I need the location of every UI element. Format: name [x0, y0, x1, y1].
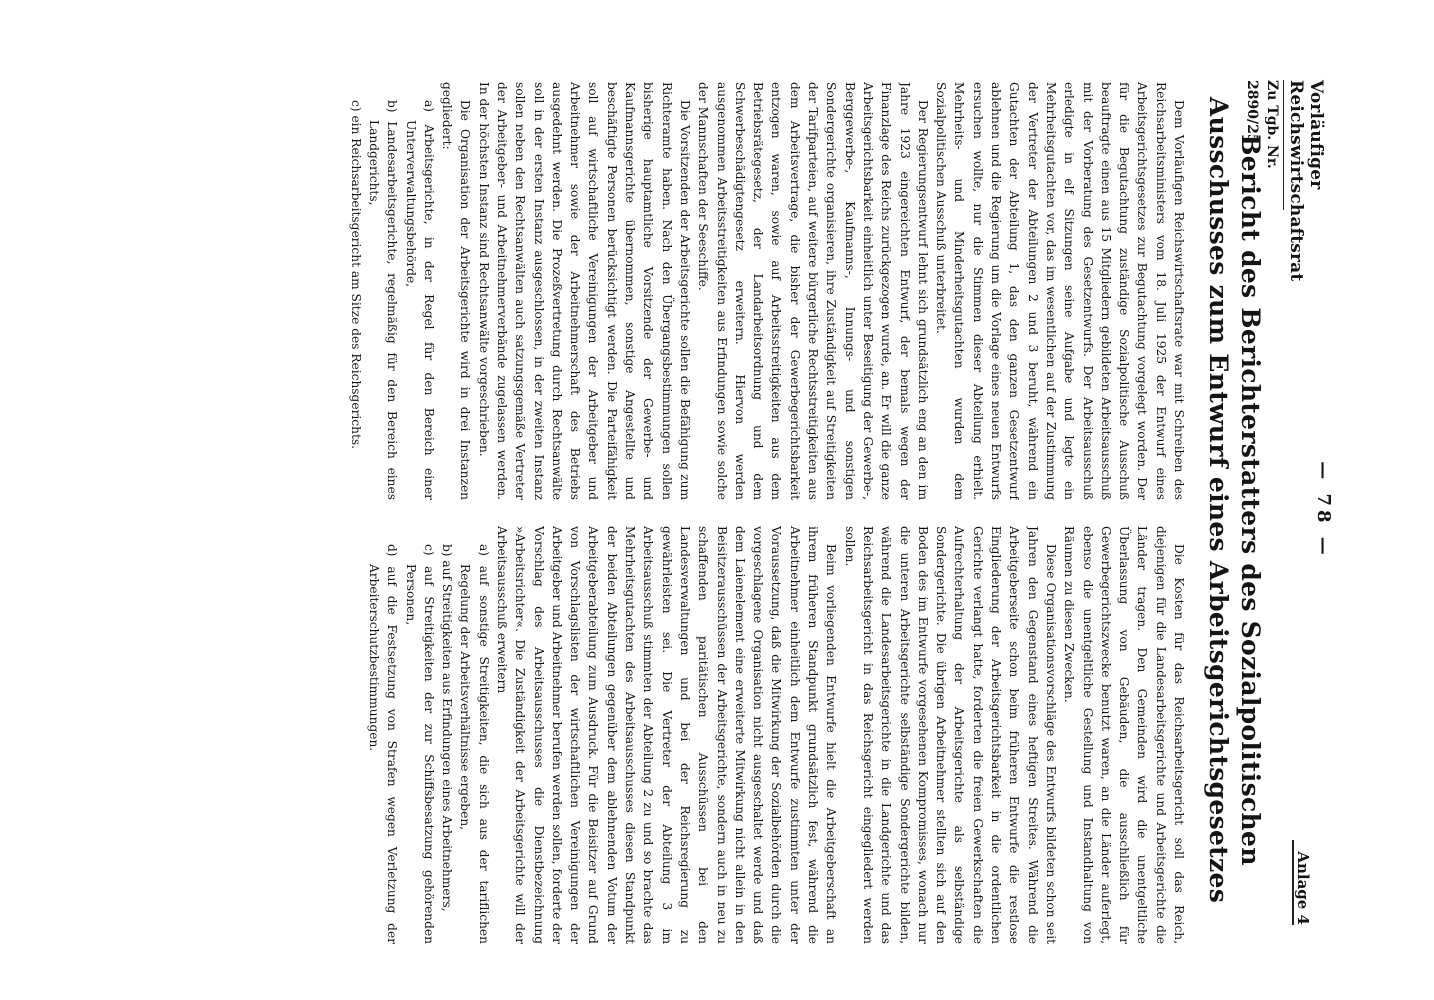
text-column-right	[148, 526, 1188, 944]
list-item: d) auf die Festsetzung von Strafen wegen Verletzung der Arbeiterschutzbestimmungen.	[366, 544, 400, 944]
list-item: b) Landesarbeitsgerichte, regelmäßig für den Bereich eines Landgerichts,	[366, 100, 400, 500]
paragraph: Diese Organisationsvorschläge des Entwurfs bildeten schon seit Jahren den Gegenstand eines heftigen Streites. Während die Arbeitgeberseite schon beim früheren Entwurfe die restlose Eingliederung der Arbeitsgerichtsbarkeit in die ordentlichen Gerichte verlangt hatte, forderten die freien Gewerkschaften die Aufrechterhaltung der Arbeitsgerichte als selbständige Sondergerichte. Die übrigen Arbeitnehmer stellten sich auf den Boden des im Entwurfe vorgesehenen Kompromisses, wonach nur die unteren Arbeitsgerichte selbständige Sondergerichte bilden, während die Landesarbeitsgerichte in die Landgerichte und das Reichsarbeitsgericht in das Reichsgericht eingegliedert werden sollen.	[842, 526, 1058, 944]
instance-list	[346, 82, 437, 500]
text-column-left	[148, 82, 1188, 500]
list-item: b) auf Streitigkeiten aus Erfindungen eines Arbeitnehmers,	[440, 544, 455, 912]
list-item: a) Arbeitsgerichte, in der Regel für den Bereich einer Unterverwaltungsbehörde,	[403, 100, 436, 500]
list-item: c) auf Streitigkeiten der zur Schiffsbesatzung gehörenden Personen,	[403, 544, 436, 944]
document-title: Bericht des Berichterstatters des Sozialpolitischen Ausschusses zum Entwurf eines Arbeitsgerichtsgesetzes	[1204, 96, 1265, 904]
paragraph: Die Organisation der Arbeitsgerichte wird in drei Instanzen gegliedert:	[440, 82, 473, 500]
page-number: — 78 —	[1313, 461, 1334, 559]
list-item: a) auf sonstige Streitigkeiten, die sich aus der tariflichen Regelung der Arbeitsverhältnisse ergeben,	[458, 544, 491, 944]
reference-number: Zu Tgb. Nr. 2890/25	[1242, 80, 1284, 210]
paragraph: Der Regierungsentwurf lehnt sich grundsätzlich eng an den im Jahre 1923 eingereichten Entwurf, der bemals wegen der Finanzlage des Reichs zurückgezogen wurde, an. Er will die ganze Arbeitsgerichtsbarkeit einheitlich unter Beseitigung der Gewerbe-, Berggewerbe-, Kaufmanns-, Innungs- und sonstigen Sondergerichte organisieren, ihre Zuständigkeit auf Streitigkeiten der Tarifparteien, auf weitere bürgerliche Rechtsstreitigkeiten aus dem Arbeitsvertrage, die bisher der Gewerbegerichtsbarkeit entzogen waren, sowie auf Arbeitsstreitigkeiten aus dem Betriebsrätegesetz, der Landarbeitsordnung und dem Schwerbeschädigtengesetz erweitern. Hiervon werden ausgenommen Arbeitsstreitigkeiten aus Erfindungen sowie solche der Mannschaften der Seeschiffe.	[696, 82, 930, 500]
paragraph: Dem Vorläufigen Reichswirtschaftsrate war mit Schreiben des Reichsarbeitsministers vom 18. Juli 1925 der Entwurf eines Arbeitsgerichtsgesetzes zur Begutachtung vorgelegt worden. Der für die Begutachtung zuständige Sozialpolitische Ausschuß beauftragte einen aus 15 Mitgliedern gebildeten Arbeitsausschuß mit der Vorberatung des Gesetzentwurfs. Der Arbeitsausschuß erledigte in elf Sitzungen seine Aufgabe und legte ein Mehrheitsgutachten vor, das im wesentlichen auf der Zustimmung der Vertreter der Abteilungen 2 und 3 beruht, während ein Gutachten der Abteilung 1, das den ganzen Gesetzentwurf ablehnen und die Regierung um die Vorlage eines neuen Entwurfs ersuchen wollte, nur die Stimmen dieser Abteilung erhielt. Mehrheits- und Minderheitsgutachten wurden dem Sozialpolitischen Ausschuß unterbreitet.	[934, 82, 1186, 500]
paragraph: Beim vorliegenden Entwurfe hielt die Arbeitgeberschaft an ihrem früheren Standpunkt grundsätzlich fest, während die Arbeitnehmer einheitlich dem Entwurfe zustimmten unter der Voraussetzung, daß die Mitwirkung der Sozialbehörden durch die vorgeschlagene Organisation nicht ausgeschaltet werde und daß dem Laienelement eine erweiterte Mitwirkung nicht allein in den Beisitzerausschüssen der Arbeitsgerichte, sondern auch in neu zu schaffenden paritätischen Ausschüssen bei den Landesverwaltungen und bei der Reichsregierung zu gewährleisten sei. Die Vertreter der Abteilung 3 im Arbeitsausschuß stimmten der Abteilung 2 zu und so brachte das Mehrheitsgutachten des Arbeitsausschusses diesen Standpunkt der beiden Abteilungen gegenüber dem ablehnenden Votum der Arbeitgeberabteilung zum Ausdruck. Für die Beisitzer auf Grund von Vorschlagslisten der wirtschaftlichen Vereinigungen der Arbeitgeber und Arbeitnehmer berufen werden sollen, forderte der Vorschlag des Arbeitsausschusses die Dienstbezeichnung »Arbeitsrichter«. Die Zuständigkeit der Arbeitsgerichte will der Arbeitsausschuß erweitern	[495, 526, 839, 944]
organization-name: Vorläufiger Reichswirtschaftsrat	[1286, 80, 1326, 282]
jurisdiction-list	[365, 526, 493, 944]
paragraph: Die Kosten für das Reichsarbeitsgericht soll das Reich, diejenigen für die Landesarbeitsgerichte und Arbeitsgerichte die Länder tragen. Den Gemeinden wird die unentgeltliche Überlassung von Gebäuden, die ausschließlich für Gewerbegerichtszwecke benutzt waren, an die Länder auferlegt, ebenso die unentgeltliche Gestellung und Instandhaltung von Räumen zu diesen Zwecken.	[1062, 526, 1186, 944]
list-item: c) ein Reichsarbeitsgericht am Sitze des Reichsgerichts.	[348, 100, 363, 449]
annex-label: Anlage 4	[1292, 840, 1312, 925]
paragraph: Die Vorsitzenden der Arbeitsgerichte sollen die Befähigung zum Richteramte haben. Nach den Übergangsbestimmungen sollen bisherige hauptamtliche Vorsitzende der Gewerbe- und Kaufmannsgerichte übernommen, sonstige Angestellte und beschäftigte Personen berücksichtigt werden. Die Parteifähigkeit soll auf wirtschaftliche Vereinigungen der Arbeitgeber und Arbeitnehmer sowie der Arbeitnehmerschaft des Betriebs ausgedehnt werden. Die Prozeßvertretung durch Rechtsanwälte soll in der ersten Instanz ausgeschlossen, in der zweiten Instanz sollen neben den Rechtsanwälten auch satzungsgemäße Vertreter der Arbeitgeber- und Arbeitnehmerverbände zugelassen werden. In der höchsten Instanz sind Rechtsanwälte vorgeschrieben.	[476, 82, 692, 500]
